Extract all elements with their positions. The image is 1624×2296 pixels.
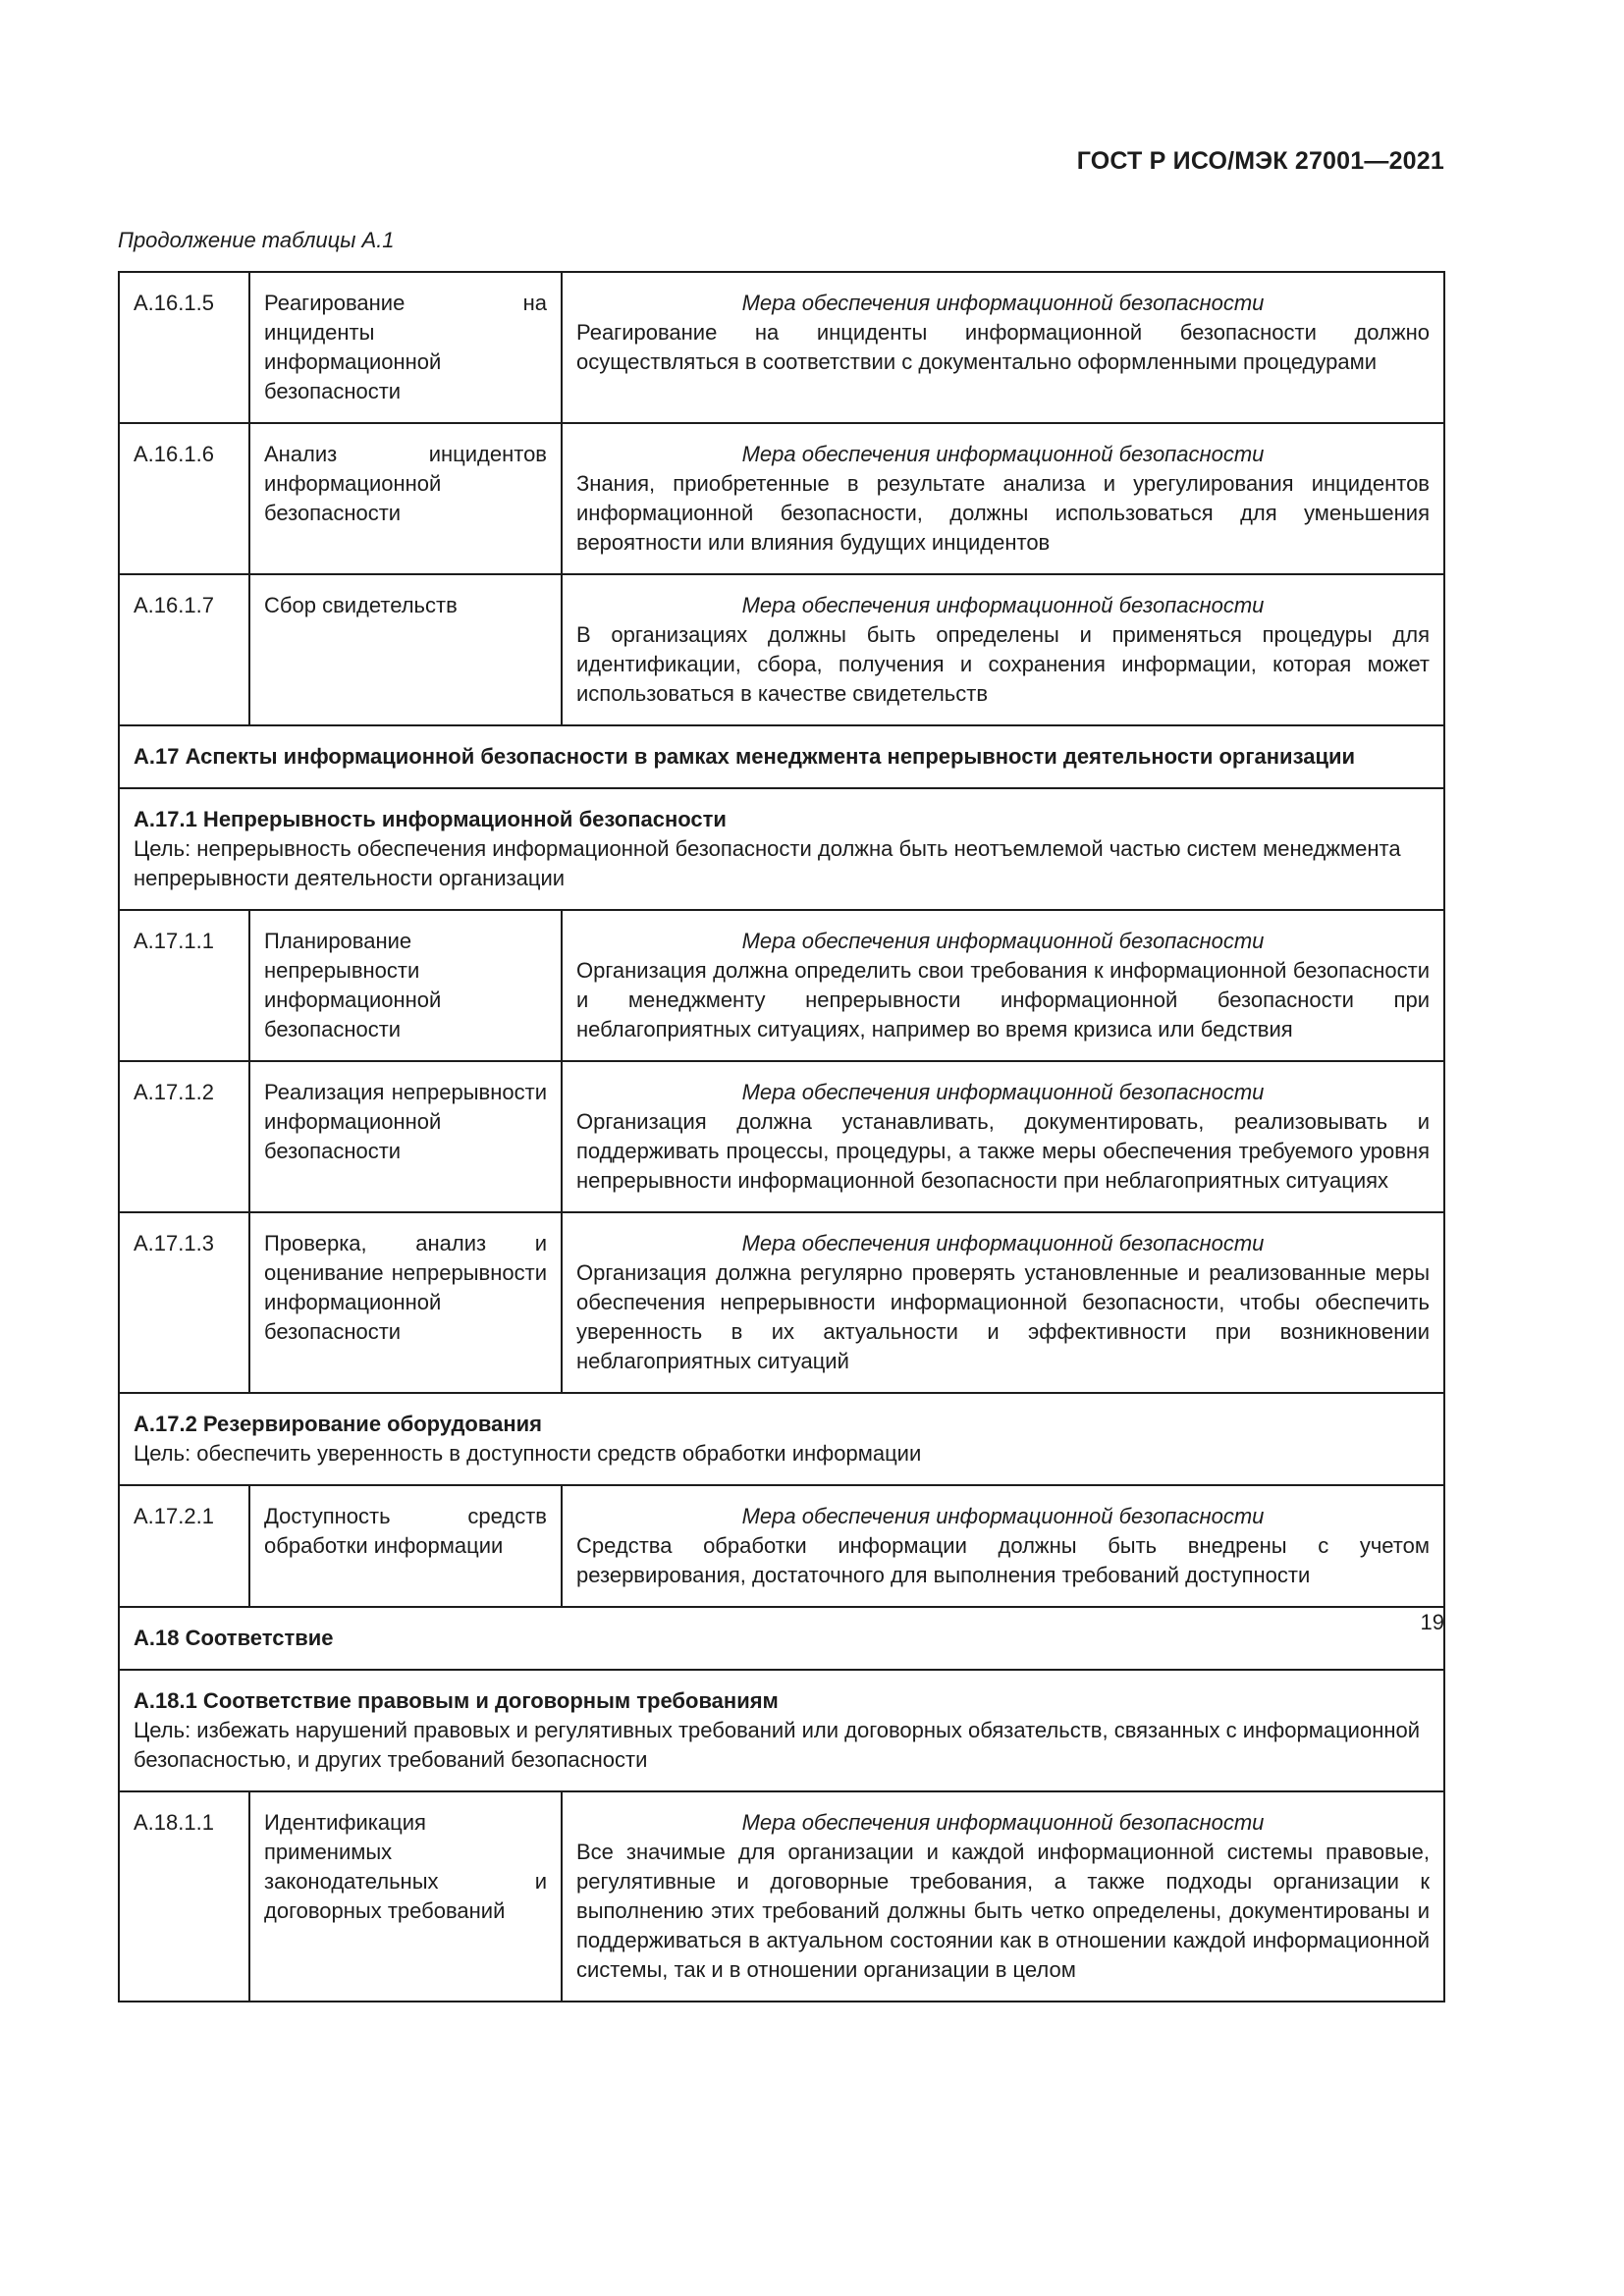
- table-row: [119, 1061, 1444, 1212]
- measure-text: Средства обработки информации должны быть внедрены с учетом резервирования, достаточного для выполнения требований доступности: [576, 1533, 1430, 1587]
- control-description: [562, 1791, 1444, 2002]
- control-code: А.17.1.3: [119, 1212, 249, 1393]
- control-code: А.17.2.1: [119, 1485, 249, 1607]
- section-heading: А.17 Аспекты информационной безопасности в рамках менеджмента непрерывности деятельности организации: [119, 725, 1444, 788]
- table-row: [119, 910, 1444, 1061]
- control-name: Проверка, анализ и оценивание непрерывности информационной безопасности: [249, 1212, 562, 1393]
- control-code: А.17.1.1: [119, 910, 249, 1061]
- measure-text: Все значимые для организации и каждой информационной системы правовые, регулятивные и договорные требования, а также подходы организации к выполнению этих требований должны быть четко определены, документированы и поддерживаться в актуальном состоянии как в отношении каждой информационной системы, так и в отношении организации в целом: [576, 1840, 1430, 1982]
- measure-text: Организация должна устанавливать, документировать, реализовывать и поддерживать процессы, процедуры, а также меры обеспечения требуемого уровня непрерывности информационной безопасности при неблагоприятных ситуациях: [576, 1109, 1430, 1193]
- control-description: [562, 272, 1444, 423]
- subsection-heading: А.17.2 Резервирование оборудования: [134, 1412, 542, 1436]
- control-description: [562, 423, 1444, 574]
- subsection-heading: А.17.1 Непрерывность информационной безопасности: [134, 807, 727, 831]
- measure-title: Мера обеспечения информационной безопасности: [741, 1080, 1265, 1104]
- measure-title: Мера обеспечения информационной безопасности: [741, 442, 1265, 466]
- measure-title: Мера обеспечения информационной безопасности: [741, 593, 1265, 617]
- control-name: Сбор свидетельств: [249, 574, 562, 725]
- control-name: Идентификация применимых законодательных и договорных требований: [249, 1791, 562, 2002]
- control-description: [562, 574, 1444, 725]
- measure-text: Организация должна регулярно проверять установленные и реализованные меры обеспечения непрерывности информационной безопасности, чтобы обеспечить уверенность в их актуальности и эффективности при возникновении неблагоприятных ситуаций: [576, 1260, 1430, 1373]
- measure-text: Реагирование на инциденты информационной безопасности должно осуществляться в соответствии с документально оформленными процедурами: [576, 320, 1430, 374]
- measure-title: Мера обеспечения информационной безопасности: [741, 291, 1265, 315]
- control-description: [562, 1485, 1444, 1607]
- control-code: А.17.1.2: [119, 1061, 249, 1212]
- measure-title: Мера обеспечения информационной безопасности: [741, 1504, 1265, 1528]
- subsection-cell: [119, 788, 1444, 910]
- subsection-row: [119, 1670, 1444, 1791]
- table-row: [119, 1791, 1444, 2002]
- control-name: Доступность средств обработки информации: [249, 1485, 562, 1607]
- subsection-heading: А.18.1 Соответствие правовым и договорным требованиям: [134, 1688, 779, 1713]
- measure-title: Мера обеспечения информационной безопасности: [741, 1810, 1265, 1835]
- table-row: [119, 574, 1444, 725]
- control-code: А.16.1.6: [119, 423, 249, 574]
- control-name: Планирование непрерывности информационной безопасности: [249, 910, 562, 1061]
- page-number: 19: [1420, 1610, 1444, 1634]
- measure-title: Мера обеспечения информационной безопасности: [741, 929, 1265, 953]
- table-caption: Продолжение таблицы А.1: [118, 228, 395, 252]
- control-code: А.18.1.1: [119, 1791, 249, 2002]
- measure-text: Организация должна определить свои требования к информационной безопасности и менеджменту непрерывности информационной безопасности при неблагоприятных ситуациях, например во время кризиса или бедствия: [576, 958, 1430, 1041]
- table-row: [119, 1485, 1444, 1607]
- section-row: [119, 725, 1444, 788]
- subsection-cell: [119, 1393, 1444, 1485]
- subsection-row: [119, 1393, 1444, 1485]
- control-name: Реагирование на инциденты информационной безопасности: [249, 272, 562, 423]
- measure-text: В организациях должны быть определены и применяться процедуры для идентификации, сбора, получения и сохранения информации, которая может использоваться в качестве свидетельств: [576, 622, 1430, 706]
- table-row: [119, 423, 1444, 574]
- table-row: [119, 1212, 1444, 1393]
- controls-table: [118, 271, 1445, 2002]
- subsection-cell: [119, 1670, 1444, 1791]
- subsection-goal: Цель: избежать нарушений правовых и регулятивных требований или договорных обязательств, связанных с информационной безопасностью, и других требований безопасности: [134, 1718, 1421, 1772]
- control-name: Анализ инцидентов информационной безопасности: [249, 423, 562, 574]
- section-heading: А.18 Соответствие: [119, 1607, 1444, 1670]
- subsection-goal: Цель: обеспечить уверенность в доступности средств обработки информации: [134, 1441, 922, 1466]
- subsection-goal: Цель: непрерывность обеспечения информационной безопасности должна быть неотъемлемой частью систем менеджмента непрерывности деятельности организации: [134, 836, 1401, 890]
- control-code: А.16.1.5: [119, 272, 249, 423]
- document-header: ГОСТ Р ИСО/МЭК 27001—2021: [1076, 147, 1444, 175]
- control-name: Реализация непрерывности информационной безопасности: [249, 1061, 562, 1212]
- control-description: [562, 1061, 1444, 1212]
- subsection-row: [119, 788, 1444, 910]
- control-code: А.16.1.7: [119, 574, 249, 725]
- measure-title: Мера обеспечения информационной безопасности: [741, 1231, 1265, 1255]
- control-description: [562, 1212, 1444, 1393]
- measure-text: Знания, приобретенные в результате анализа и урегулирования инцидентов информационной безопасности, должны использоваться для уменьшения вероятности или влияния будущих инцидентов: [576, 471, 1430, 555]
- control-description: [562, 910, 1444, 1061]
- section-row: [119, 1607, 1444, 1670]
- table-row: [119, 272, 1444, 423]
